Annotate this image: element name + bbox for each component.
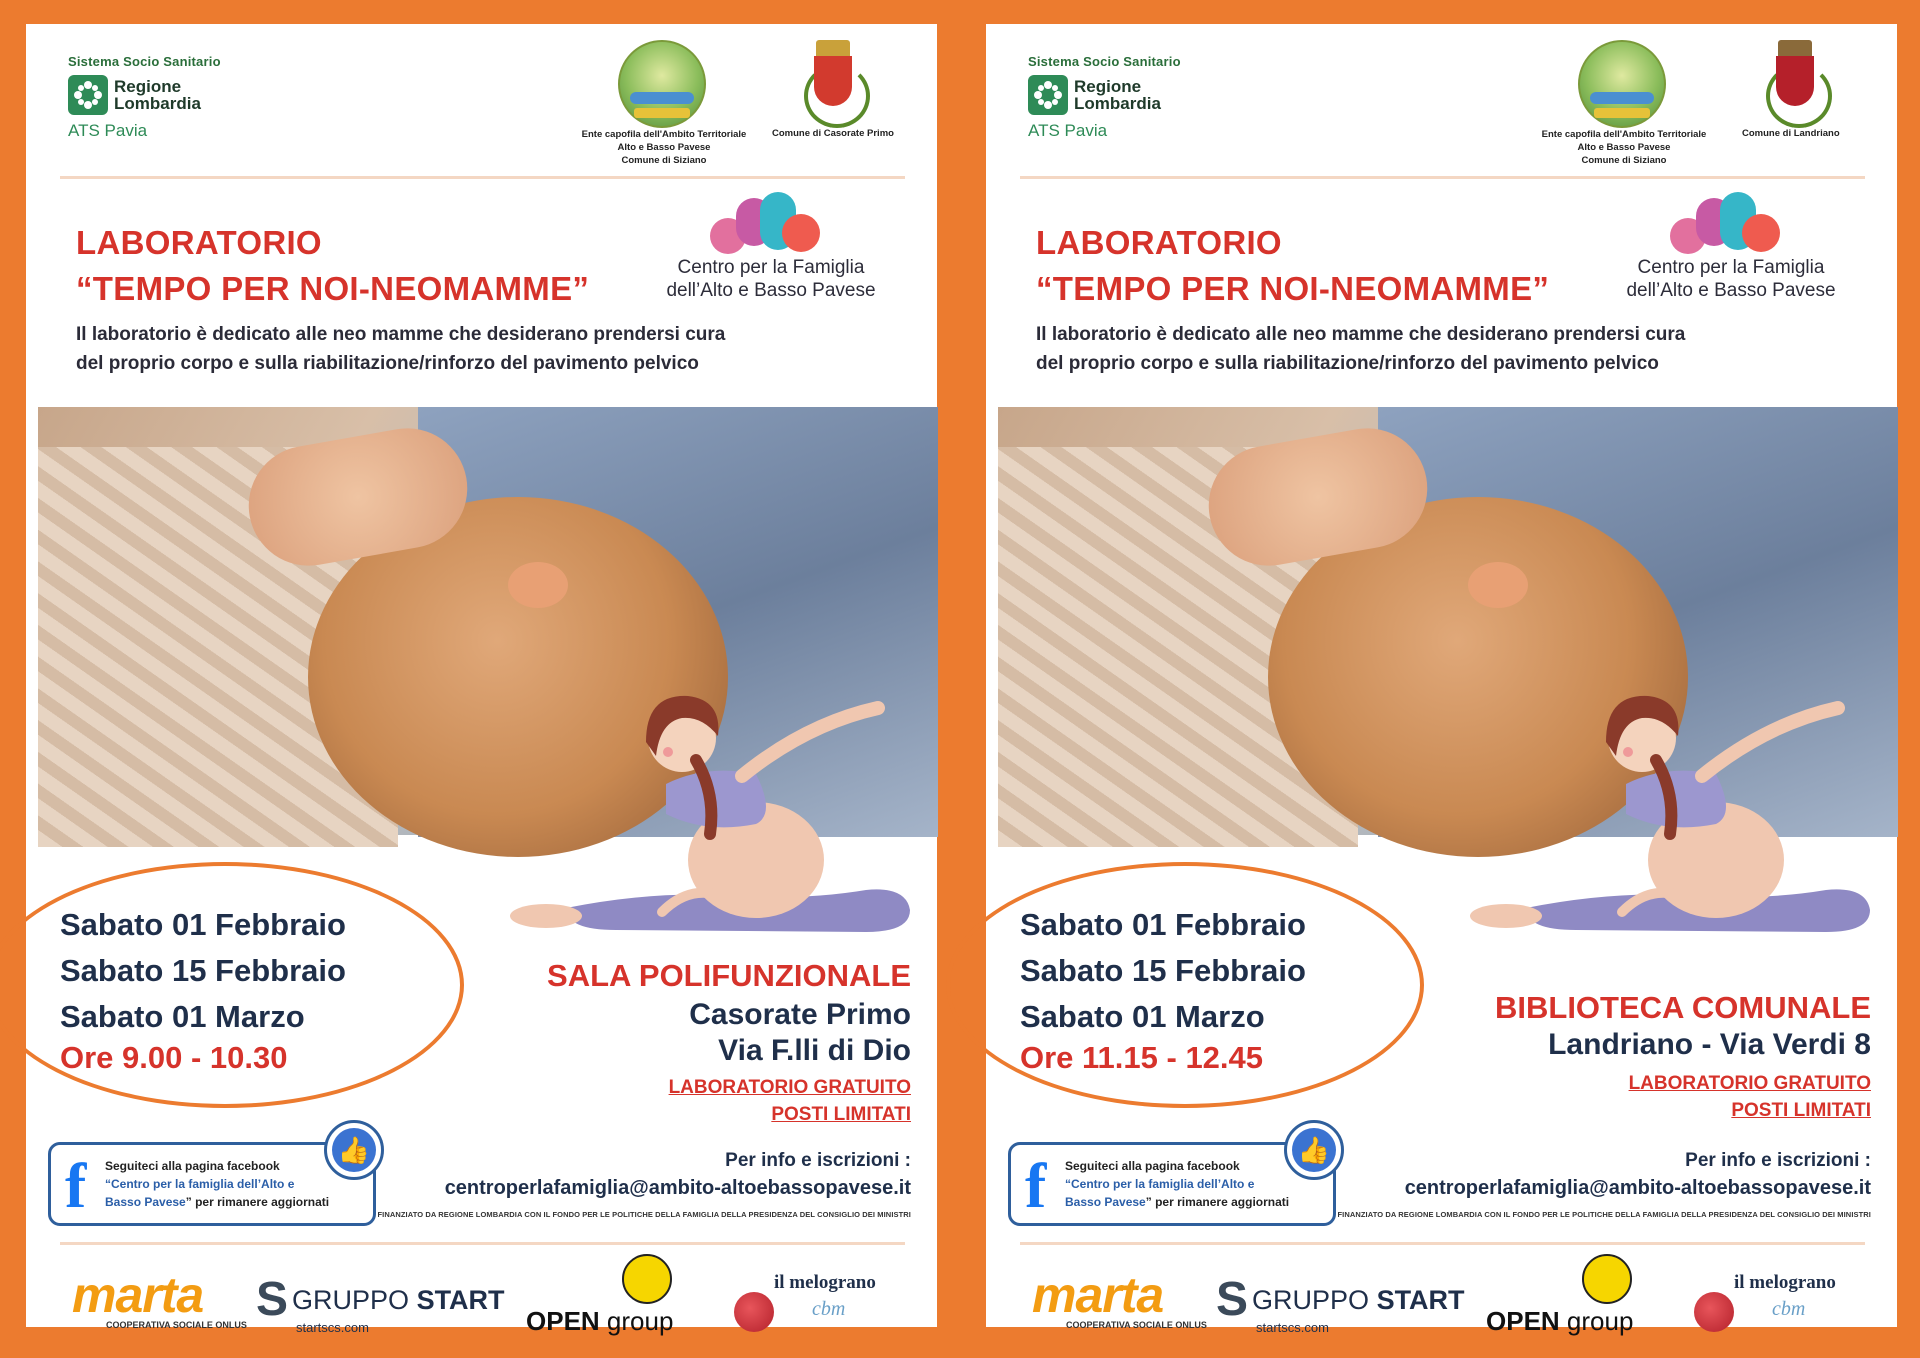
pregnant-yoga-illustration-icon bbox=[1466, 664, 1886, 944]
venue-block bbox=[1495, 990, 1871, 1124]
info-block bbox=[1405, 1148, 1871, 1202]
facebook-line-3: ” per rimanere aggiornati bbox=[185, 1195, 330, 1209]
melograno-logo bbox=[734, 1274, 914, 1334]
melograno-word: il melograno bbox=[774, 1272, 876, 1293]
melograno-word: il melograno bbox=[1734, 1272, 1836, 1293]
page-title bbox=[1036, 220, 1549, 312]
region-line-1: Regione bbox=[114, 77, 182, 96]
centro-line-1: Centro per la Famiglia bbox=[1637, 257, 1825, 278]
marta-word: marta bbox=[1032, 1267, 1164, 1323]
region-line-2: Lombardia bbox=[114, 94, 201, 113]
ambito-caption-line-1: Ente capofila dell'Ambito Territoriale bbox=[581, 129, 747, 140]
free-label: LABORATORIO GRATUITO bbox=[1628, 1073, 1871, 1094]
regione-lombardia-rose-icon bbox=[1028, 75, 1068, 115]
regione-lombardia-rose-icon bbox=[68, 75, 108, 115]
funded-note: FINANZIATO DA REGIONE LOMBARDIA CON IL FONDO PER LE POLITICHE DELLA FAMIGLIA DELLA PRESIDENZA DEL CONSIGLIO DEI MINISTRI bbox=[1337, 1210, 1871, 1219]
intro-text bbox=[76, 320, 876, 378]
venue-block bbox=[547, 958, 911, 1128]
marta-logo bbox=[72, 1267, 247, 1330]
start-word: START bbox=[1376, 1284, 1465, 1315]
ambito-emblem-icon bbox=[618, 40, 706, 128]
facebook-line-3: ” per rimanere aggiornati bbox=[1145, 1195, 1290, 1209]
intro-line-2: del proprio corpo e sulla riabilitazione/rinforzo del pavimento pelvico bbox=[1036, 353, 1659, 374]
free-label: LABORATORIO GRATUITO bbox=[668, 1077, 911, 1098]
start-url: startscs.com bbox=[1256, 1320, 1329, 1335]
header-divider bbox=[1020, 176, 1865, 179]
open-group-logo bbox=[526, 1268, 706, 1338]
venue-line-2: Via F.lli di Dio bbox=[718, 1034, 911, 1067]
title-line-2: “TEMPO PER NOI-NEOMAMME” bbox=[76, 270, 590, 307]
centro-famiglia-name bbox=[656, 256, 886, 302]
start-s-icon: S bbox=[256, 1273, 289, 1326]
facebook-page-name-b: Basso Pavese bbox=[1065, 1195, 1146, 1209]
facebook-icon: f bbox=[65, 1150, 87, 1221]
poster-casorate-primo bbox=[26, 24, 937, 1336]
title-line-1: LABORATORIO bbox=[76, 224, 322, 261]
facebook-page-name-a: “Centro per la famiglia dell’Alto e bbox=[105, 1177, 295, 1191]
date-item: Sabato 01 Febbraio bbox=[1020, 907, 1306, 942]
pregnant-yoga-illustration-icon bbox=[506, 664, 926, 944]
ambito-caption-line-1: Ente capofila dell'Ambito Territoriale bbox=[1541, 129, 1707, 140]
centro-famiglia-logo-icon bbox=[1670, 192, 1790, 256]
ambito-caption-line-2: Alto e Basso Pavese bbox=[1577, 142, 1671, 153]
facebook-page-name-b: Basso Pavese bbox=[105, 1195, 186, 1209]
header-divider bbox=[60, 176, 905, 179]
footer-divider bbox=[60, 1242, 905, 1245]
date-item: Sabato 15 Febbraio bbox=[1020, 953, 1306, 988]
venue-line-1: Landriano - Via Verdi 8 bbox=[1548, 1028, 1871, 1061]
time-range: Ore 11.15 - 12.45 bbox=[1020, 1040, 1264, 1075]
date-item: Sabato 15 Febbraio bbox=[60, 953, 346, 988]
comune-caption: Comune di Casorate Primo bbox=[772, 128, 894, 139]
email-link[interactable]: centroperlafamiglia@ambito-altoebassopavese.it bbox=[1404, 1177, 1871, 1199]
system-label: Sistema Socio Sanitario bbox=[68, 54, 221, 69]
dates-list bbox=[60, 902, 346, 1040]
centro-famiglia-logo-icon bbox=[710, 192, 830, 256]
info-block bbox=[445, 1148, 911, 1202]
start-url: startscs.com bbox=[296, 1320, 369, 1335]
group-word: group bbox=[1566, 1306, 1634, 1336]
facebook-line-1: Seguiteci alla pagina facebook bbox=[1065, 1159, 1240, 1173]
title-line-1: LABORATORIO bbox=[1036, 224, 1282, 261]
system-label: Sistema Socio Sanitario bbox=[1028, 54, 1181, 69]
regione-lombardia-logo bbox=[68, 54, 268, 141]
info-label: Per info e iscrizioni : bbox=[1685, 1150, 1871, 1171]
ambito-caption-line-2: Alto e Basso Pavese bbox=[617, 142, 711, 153]
comune-caption: Comune di Landriano bbox=[1742, 128, 1840, 139]
venue-title: SALA POLIFUNZIONALE bbox=[547, 958, 911, 993]
open-circle-icon bbox=[1582, 1254, 1632, 1304]
centro-line-2: dell’Alto e Basso Pavese bbox=[1626, 280, 1836, 301]
ambito-caption bbox=[1532, 128, 1716, 167]
comune-crest-icon bbox=[804, 40, 862, 124]
dates-list bbox=[1020, 902, 1306, 1040]
region-line-1: Regione bbox=[1074, 77, 1142, 96]
ambito-caption bbox=[572, 128, 756, 167]
centro-line-2: dell’Alto e Basso Pavese bbox=[666, 280, 876, 301]
email-link[interactable]: centroperlafamiglia@ambito-altoebassopavese.it bbox=[444, 1177, 911, 1199]
date-item: Sabato 01 Marzo bbox=[60, 999, 305, 1034]
intro-line-1: Il laboratorio è dedicato alle neo mamme che desiderano prendersi cura bbox=[76, 324, 726, 345]
like-thumb-icon: 👍 bbox=[324, 1120, 384, 1180]
title-line-2: “TEMPO PER NOI-NEOMAMME” bbox=[1036, 270, 1550, 307]
open-circle-icon bbox=[622, 1254, 672, 1304]
ats-label: ATS Pavia bbox=[68, 121, 148, 140]
comune-crest-icon bbox=[1766, 40, 1824, 124]
facebook-icon: f bbox=[1025, 1150, 1047, 1221]
centro-famiglia-name bbox=[1616, 256, 1846, 302]
marta-logo bbox=[1032, 1267, 1207, 1330]
marta-word: marta bbox=[72, 1267, 204, 1323]
ambito-caption-line-3: Comune di Siziano bbox=[1581, 155, 1667, 166]
open-word: OPEN bbox=[526, 1306, 600, 1336]
info-label: Per info e iscrizioni : bbox=[725, 1150, 911, 1171]
poster-landriano bbox=[986, 24, 1897, 1336]
pomegranate-icon bbox=[734, 1292, 774, 1332]
region-line-2: Lombardia bbox=[1074, 94, 1161, 113]
marta-sub: COOPERATIVA SOCIALE ONLUS bbox=[106, 1320, 247, 1330]
intro-line-2: del proprio corpo e sulla riabilitazione/rinforzo del pavimento pelvico bbox=[76, 353, 699, 374]
cbm-word: cbm bbox=[1772, 1298, 1806, 1320]
intro-line-1: Il laboratorio è dedicato alle neo mamme che desiderano prendersi cura bbox=[1036, 324, 1686, 345]
start-s-icon: S bbox=[1216, 1273, 1249, 1326]
gruppo-start-logo bbox=[256, 1273, 505, 1335]
ambito-caption-line-3: Comune di Siziano bbox=[621, 155, 707, 166]
date-item: Sabato 01 Marzo bbox=[1020, 999, 1265, 1034]
open-word: OPEN bbox=[1486, 1306, 1560, 1336]
melograno-logo bbox=[1694, 1274, 1874, 1334]
date-item: Sabato 01 Febbraio bbox=[60, 907, 346, 942]
gruppo-word: GRUPPO bbox=[292, 1284, 410, 1315]
page-title bbox=[76, 220, 589, 312]
centro-line-1: Centro per la Famiglia bbox=[677, 257, 865, 278]
gruppo-start-logo bbox=[1216, 1273, 1465, 1335]
funded-note: FINANZIATO DA REGIONE LOMBARDIA CON IL FONDO PER LE POLITICHE DELLA FAMIGLIA DELLA PRESIDENZA DEL CONSIGLIO DEI MINISTRI bbox=[377, 1210, 911, 1219]
facebook-page-name-a: “Centro per la famiglia dell’Alto e bbox=[1065, 1177, 1255, 1191]
marta-sub: COOPERATIVA SOCIALE ONLUS bbox=[1066, 1320, 1207, 1330]
intro-text bbox=[1036, 320, 1836, 378]
gruppo-word: GRUPPO bbox=[1252, 1284, 1370, 1315]
facebook-line-1: Seguiteci alla pagina facebook bbox=[105, 1159, 280, 1173]
open-group-logo bbox=[1486, 1268, 1666, 1338]
cbm-word: cbm bbox=[812, 1298, 846, 1320]
ambito-emblem-icon bbox=[1578, 40, 1666, 128]
time-range: Ore 9.00 - 10.30 bbox=[60, 1040, 288, 1075]
like-thumb-icon: 👍 bbox=[1284, 1120, 1344, 1180]
footer-divider bbox=[1020, 1242, 1865, 1245]
regione-lombardia-logo bbox=[1028, 54, 1228, 141]
limited-label: POSTI LIMITATI bbox=[771, 1104, 911, 1125]
limited-label: POSTI LIMITATI bbox=[1731, 1100, 1871, 1121]
group-word: group bbox=[606, 1306, 674, 1336]
start-word: START bbox=[416, 1284, 505, 1315]
venue-line-1: Casorate Primo bbox=[689, 998, 911, 1031]
venue-title: BIBLIOTECA COMUNALE bbox=[1495, 990, 1871, 1025]
ats-label: ATS Pavia bbox=[1028, 121, 1108, 140]
pomegranate-icon bbox=[1694, 1292, 1734, 1332]
